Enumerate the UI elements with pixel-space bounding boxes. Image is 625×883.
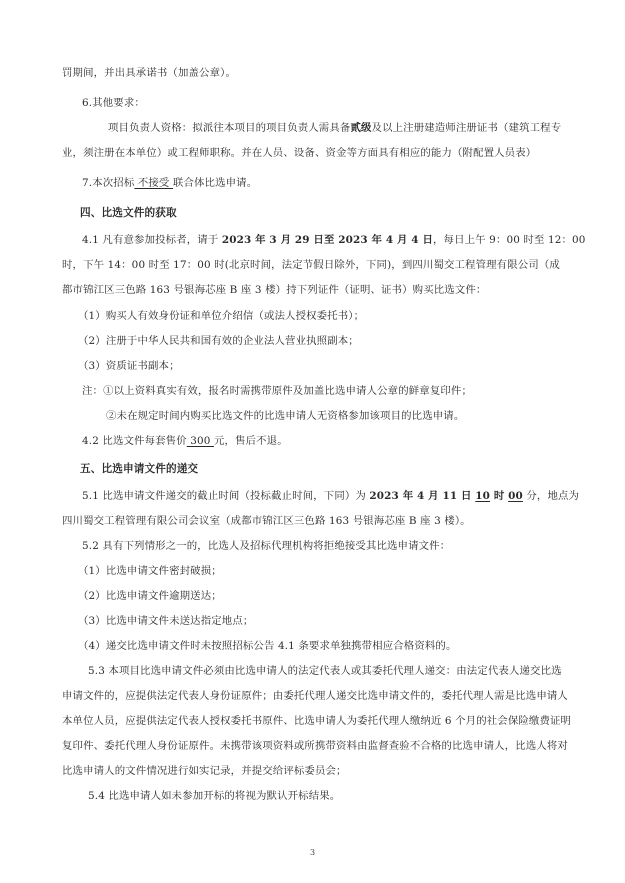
text-line: （2）注册于中华人民共和国有效的企业法人营业执照副本；: [78, 335, 359, 347]
text-line: 都市锦江区三色路 163 号银海芯座 B 座 3 楼）持下列证件（证明、证书）购买比选文件：: [62, 284, 487, 296]
text-line: （3）资质证书副本；: [78, 360, 180, 372]
text-span: 4.1 凡有意参加投标者，请于: [82, 234, 222, 246]
text-line: 6.其他要求：: [82, 97, 145, 109]
page-number: 3: [309, 848, 316, 857]
text-span: 及以上注册建造师注册证书（建筑工程专: [371, 122, 562, 134]
text-span: 2023 年 4 月 11 日: [369, 490, 476, 502]
text-line: [82, 176, 257, 190]
text-line: （4）递交比选申请文件时未按照招标公告 4.1 条要求单独携带相应合格资料的。: [78, 640, 457, 652]
text-line: 5.4 比选申请人如未参加开标的将视为默认开标结果。: [88, 790, 341, 802]
text-span: 7.本次招标: [82, 177, 135, 189]
text-line: （1）比选申请文件密封破损；: [78, 565, 222, 577]
text-line: ②未在规定时间内购买比选文件的比选申请人无资格参加该项目的比选申请。: [106, 410, 465, 422]
text-span: 分，地点为: [522, 490, 580, 502]
text-line: 时，下午 14：00 时至 17：00 时(北京时间，法定节假日除外，下同)，到四川蜀交工程管理有限公司（成: [62, 259, 560, 271]
text-line: 复印件、委托代理人身份证原件。未携带该项资料或所携带资料由监督查验不合格的比选申请人，比选人将对: [62, 740, 568, 752]
text-span: 项目负责人资格：拟派往本项目的项目负责人需具备: [108, 122, 351, 134]
text-line: [108, 121, 561, 135]
text-line: （2）比选申请文件逾期送达；: [78, 590, 222, 602]
text-span: ，每日上午 9：00 时至 12：00: [433, 234, 586, 246]
text-line: [82, 233, 586, 247]
text-line: （3）比选申请文件未送达指定地点；: [78, 615, 254, 627]
section-heading: 四、比选文件的获取: [80, 207, 177, 219]
text-span: 元，售后不退。: [213, 435, 288, 447]
text-line: 5.2 具有下列情形之一的，比选人及招标代理机构将拒绝接受其比选申请文件：: [82, 540, 451, 552]
underlined-value: 不接受: [134, 177, 173, 189]
text-span: 2023 年 3 月 29 日至 2023 年 4 月 4 日: [221, 234, 433, 246]
text-line: 本单位人员，应提供法定代表人授权委托书原件、比选申请人为委托代理人缴纳近 6 个月的社会保险缴费证明: [62, 715, 572, 727]
underlined-value: 10: [475, 490, 491, 502]
section-heading: 五、比选申请文件的递交: [80, 463, 199, 475]
text-line: 5.3 本项目比选申请文件必须由比选申请人的法定代表人或其委托代理人递交：由法定代表人递交比选: [88, 665, 562, 677]
underlined-value: 300: [186, 435, 214, 447]
text-line: 四川蜀交工程管理有限公司会议室（成都市锦江区三色路 163 号银海芯座 B 座 3 楼）。: [62, 515, 471, 527]
text-span: 时: [490, 490, 509, 502]
text-line: 注：①以上资料真实有效，报名时需携带原件及加盖比选申请人公章的鲜章复印件；: [82, 385, 472, 397]
text-line: 罚期间，并出具承诺书（加盖公章）。: [62, 67, 236, 79]
text-span: 贰级: [350, 122, 372, 134]
text-line: （1）购买人有效身份证和单位介绍信（或法人授权委托书）；: [78, 310, 365, 322]
underlined-value: 00: [508, 490, 523, 502]
text-line: 申请文件的，应提供法定代表人身份证原件；由委托代理人递交比选申请文件的，委托代理人需是比选申请人: [62, 690, 568, 702]
text-span: 5.1 比选申请文件递交的截止时间（投标截止时间，下同）为: [82, 490, 370, 502]
text-span: 4.2 比选文件每套售价: [82, 435, 187, 447]
text-line: [82, 489, 579, 503]
text-line: 业，须注册在本单位）或工程师职称。并在人员、设备、资金等方面具有相应的能力（附配置人员表）: [62, 147, 537, 159]
text-line: 比选申请人的文件情况进行如实记录，并提交给评标委员会；: [62, 765, 347, 777]
text-line: [82, 434, 288, 448]
text-span: 联合体比选申请。: [172, 177, 258, 189]
